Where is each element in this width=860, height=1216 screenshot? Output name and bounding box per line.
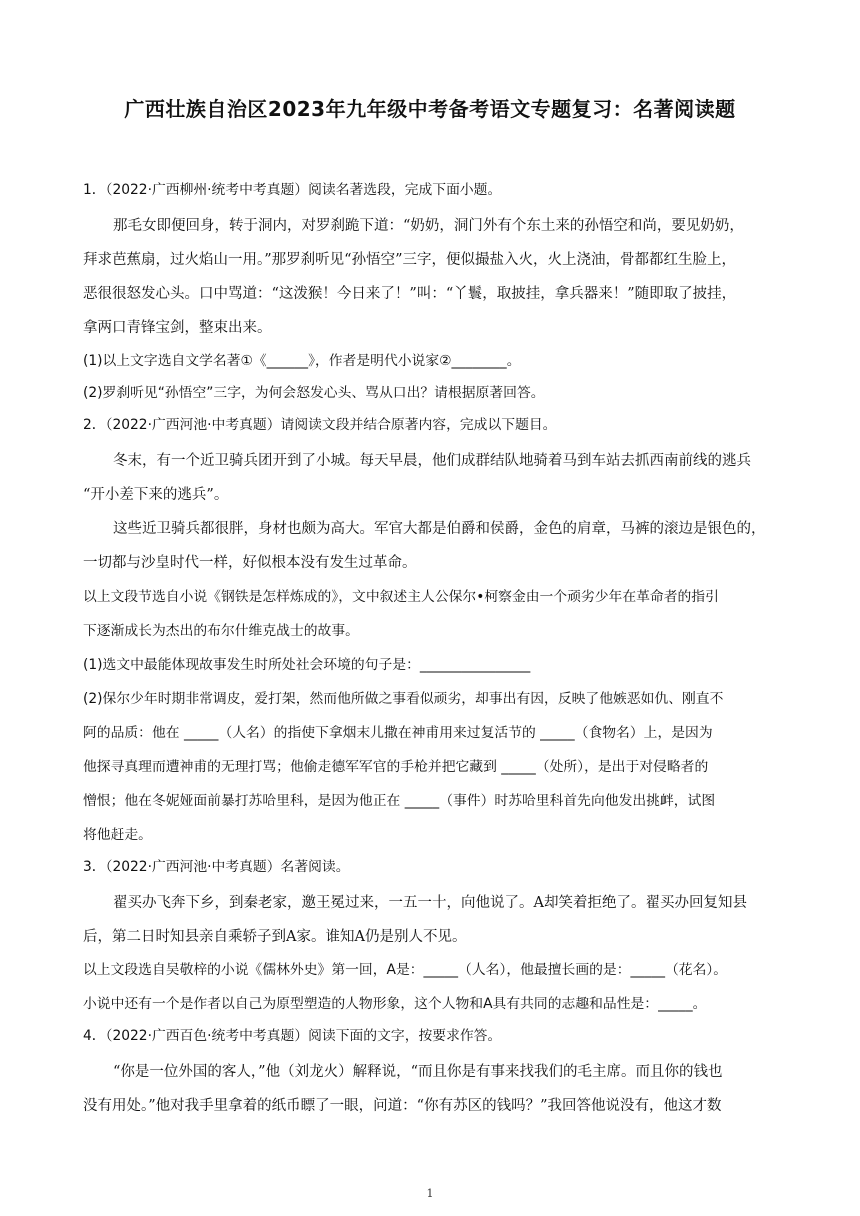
passage-line: 一切都与沙皇时代一样，好似根本没有发生过革命。 [83, 555, 417, 571]
sub-question: (2)罗刹听见“孙悟空”三字，为何会怒发心头、骂从口出？请根据原著回答。 [83, 385, 545, 401]
passage-line: 恶很很怒发心头。口中骂道：“这泼猴！今日来了！”叫：“丫鬟，取披挂，拿兵器来！”随即取了披挂， [83, 286, 737, 302]
sub-question: (2)保尔少年时期非常调皮，爱打架，然而他所做之事看似顽劣，却事出有因，反映了他嫉恶如仇、刚直不 [83, 691, 724, 707]
question-3-header: 3．（2022·广西河池·中考真题）名著阅读。 [83, 859, 350, 875]
passage-line: “开小差下来的逃兵”。 [83, 487, 229, 503]
page-number: 1 [426, 1187, 434, 1200]
passage-line: 翟买办飞奔下乡，到秦老家，邀王冕过来，一五一十，向他说了。A却笑着拒绝了。翟买办回复知县 [113, 895, 747, 911]
question-1-header: 1．（2022·广西柳州·统考中考真题）阅读名著选段，完成下面小题。 [83, 182, 502, 198]
passage-line: 后，第二日时知县亲自乘轿子到A家。谁知A仍是别人不见。 [83, 929, 467, 945]
page-title: 广西壮族自治区2023年九年级中考备考语文专题复习：名著阅读题 [124, 97, 736, 121]
sub-question: (1)以上文字选自文学名著①《______》，作者是明代小说家②________。 [83, 353, 521, 369]
passage-line: “你是一位外国的客人，”他（刘龙火）解释说，“而且你是有事来找我们的毛主席。而且你的钱也 [113, 1064, 723, 1080]
sub-question: 以上文段选自吴敬梓的小说《儒林外史》第一回，A是：_____（人名），他最擅长画的是：_____（花名）。 [83, 962, 728, 978]
sub-question: 阿的品质：他在 _____（人名）的指使下拿烟末儿撒在神甫用来过复活节的 _____（食物名）上，是因为 [83, 725, 713, 741]
sub-question: 他探寻真理而遭神甫的无理打骂；他偷走德军军官的手枪并把它藏到 _____（处所），是出于对侵略者的 [83, 759, 709, 775]
sub-question: (1)选文中最能体现故事发生时所处社会环境的句子是：________________ [83, 657, 531, 673]
passage-line: 没有用处。”他对我手里拿着的纸币瞟了一眼，问道：“你有苏区的钱吗？”我回答他说没有，他这才数 [83, 1098, 722, 1114]
sub-question: 憎恨；他在冬妮娅面前暴打苏哈里科，是因为他正在 _____（事件）时苏哈里科首先向他发出挑衅，试图 [83, 793, 716, 809]
passage-line: 这些近卫骑兵都很胖，身材也颇为高大。军官大都是伯爵和侯爵，金色的肩章，马裤的滚边是银色的， [113, 521, 766, 537]
context-line: 下逐渐成长为杰出的布尔什维克战士的故事。 [83, 623, 359, 639]
passage-line: 那毛女即便回身，转于洞内，对罗刹跪下道：“奶奶，洞门外有个东土来的孙悟空和尚，要见奶奶， [113, 218, 744, 234]
context-line: 以上文段节选自小说《钢铁是怎样炼成的》，文中叙述主人公保尔•柯察金由一个顽劣少年在革命者的指引 [83, 589, 719, 605]
sub-question: 小说中还有一个是作者以自己为原型塑造的人物形象，这个人物和A具有共同的志趣和品性是：_____。 [83, 996, 707, 1012]
passage-line: 拜求芭蕉扇，过火焰山一用。”那罗刹听见“孙悟空”三字，便似撮盐入火，火上浇油，骨都都红生脸上， [83, 252, 736, 268]
sub-question: 将他赶走。 [83, 827, 152, 843]
question-2-header: 2．（2022·广西河池·中考真题）请阅读文段并结合原著内容，完成以下题目。 [83, 417, 557, 433]
passage-line: 拿两口青锋宝剑，整束出来。 [83, 320, 272, 336]
passage-line: 冬末，有一个近卫骑兵团开到了小城。每天早晨，他们成群结队地骑着马到车站去抓西南前线的逃兵 [113, 453, 751, 469]
question-4-header: 4．（2022·广西百色·统考中考真题）阅读下面的文字，按要求作答。 [83, 1028, 502, 1044]
